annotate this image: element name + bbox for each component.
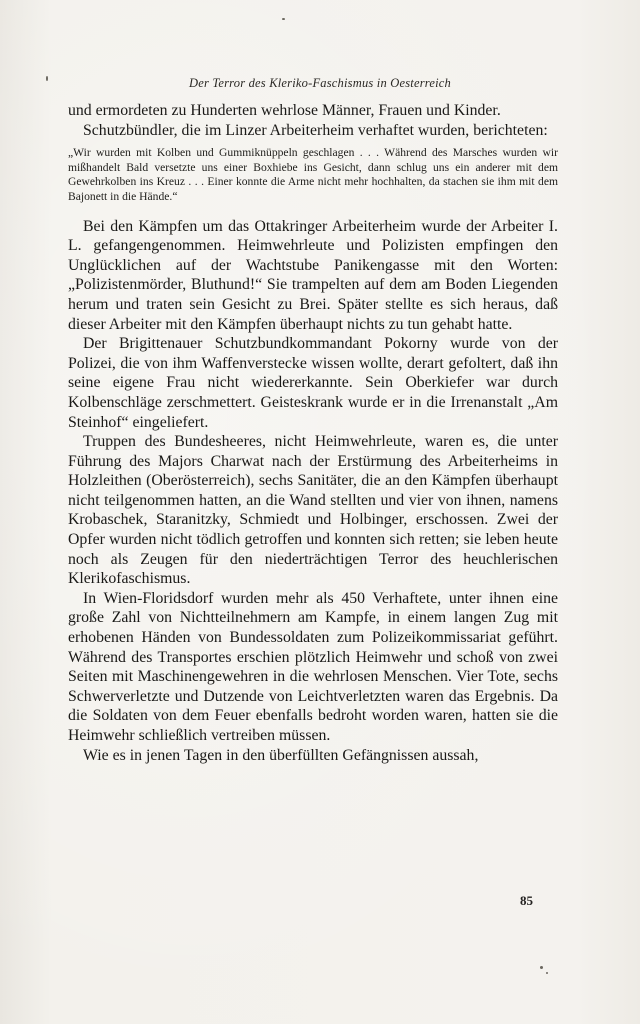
paragraph-5: Truppen des Bundesheeres, nicht Heimwehrleute, waren es, die unter Führung des Majors Charwat nach der Erstürmung des Arbeiterheims in Holzleithen (Oberösterreich), sechs Sanitäter, die an den Kämpfen überhaupt nicht teilgenommen hatten, an die Wand stellten und vier von ihnen, namens Krobaschek, Staranitzky, Schmiedt und Holbinger, erschossen. Zwei der Opfer wurden nicht tödlich getroffen und konnten sich retten; sie leben heute noch als Zeugen für den niederträchtigen Terror des heuchlerischen Klerikofaschismus.: [68, 433, 558, 588]
paragraph-3: Bei den Kämpfen um das Ottakringer Arbeiterheim wurde der Arbeiter I. L. gefangengenommen. Heimwehrleute und Polizisten empfingen den Unglücklichen auf der Wachtstube Panikengasse mit den Worten: „Polizistenmörder, Bluthund!“ Sie trampelten auf dem am Boden Liegenden herum und traten sein Gesicht zu Brei. Später stellte es sich heraus, daß dieser Arbeiter mit den Kämpfen überhaupt nichts zu tun gehabt hatte.: [68, 217, 558, 333]
print-speck: [546, 972, 548, 974]
block-quote: „Wir wurden mit Kolben und Gummiknüppeln geschlagen . . . Während des Marsches wurden wir mißhandelt Bald versetzte uns einer Boxhiebe ins Gesicht, dann schlug uns ein anderer mit dem Gewehrkolben ins Kreuz . . . Einer konnte die Arme nicht mehr hochhalten, da stachen sie ihm mit dem Bajonett in die Hände.“: [68, 146, 558, 203]
paragraph-7: Wie es in jenen Tagen in den überfüllten Gefängnissen aussah,: [83, 746, 479, 764]
paragraph-1: und ermordeten zu Hunderten wehrlose Männer, Frauen und Kinder.: [68, 102, 501, 119]
paragraph-4: Der Brigittenauer Schutzbundkommandant Pokorny wurde von der Polizei, die von ihm Waffenverstecke wissen wollte, derart gefoltert, daß ihn seine eigene Frau nicht wiedererkannte. Sein Oberkiefer war durch Kolbenschläge zerschmettert. Geisteskrank wurde er in die Irrenanstalt „Am Steinhof“ eingeliefert.: [68, 335, 558, 431]
page-number: 85: [520, 893, 533, 908]
paragraph-2: Schutzbündler, die im Linzer Arbeiterheim verhaftet wurden, berichteten:: [83, 121, 548, 139]
print-speck: [46, 76, 48, 81]
print-speck: [540, 966, 543, 969]
body-text: [68, 101, 558, 765]
paragraph-6: In Wien-Floridsdorf wurden mehr als 450 Verhaftete, unter ihnen eine große Zahl von Nichtteilnehmern am Kampfe, in einem langen Zug mit erhobenen Händen von Bundessoldaten zum Polizeikommissariat geführt. Während des Transportes erschien plötzlich Heimwehr und schoß von zwei Seiten mit Maschinengewehren in die wehrlosen Menschen. Vier Tote, sechs Schwerverletzte und Dutzende von Leichtverletzten waren das Ergebnis. Da die Soldaten von dem Feuer ebenfalls bedroht worden waren, hatten sie die Heimwehr schließlich vertreiben müssen.: [68, 589, 558, 744]
running-header: Der Terror des Kleriko-Faschismus in Oesterreich: [188, 76, 451, 90]
print-speck: [282, 18, 285, 20]
